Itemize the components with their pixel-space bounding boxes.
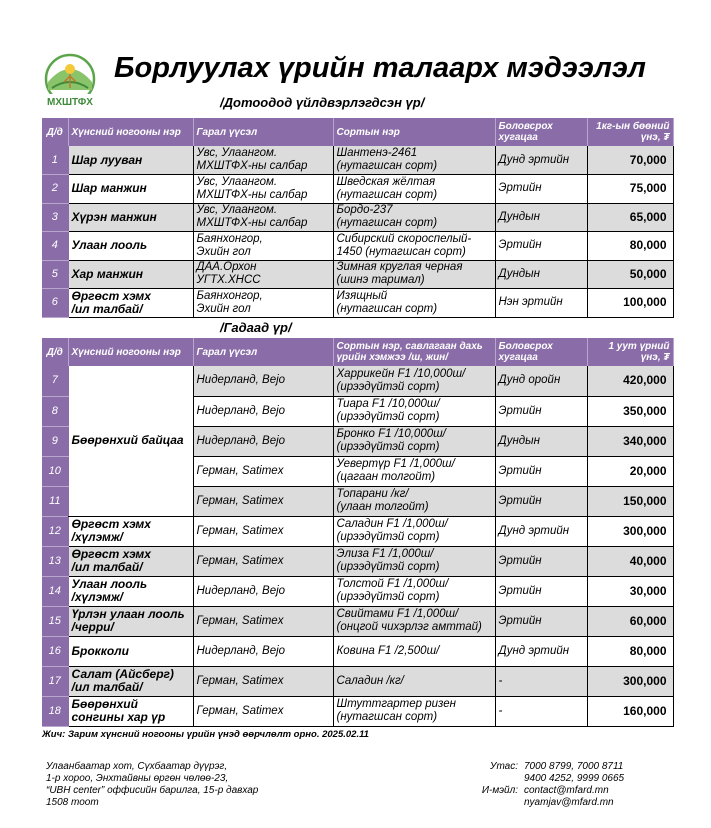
table-row	[42, 696, 673, 726]
row-number: 4	[42, 232, 68, 261]
origin-cell	[193, 260, 333, 289]
row-number: 16	[42, 636, 68, 666]
price-change-note: Жич: Зарим хүнсний ногооны үрийн үнэд өөрчлөлт орно. 2025.02.11	[42, 729, 369, 740]
origin-cell	[193, 289, 333, 318]
cell-line: Улаан лооль	[71, 577, 148, 591]
cell-line: Свийтами F1 /1,000ш/	[336, 608, 459, 620]
cell-line: Изящный	[336, 289, 388, 302]
table-row	[42, 289, 673, 318]
cell-line: МХШТФХ-ны салбар	[196, 160, 308, 172]
cell-line: Хар манжин	[71, 266, 144, 281]
vegetable-name	[68, 606, 193, 636]
price-cell: 80,000	[587, 232, 673, 261]
price-cell: 70,000	[587, 146, 673, 175]
organization-logo	[40, 52, 100, 114]
cell-line: Өргөст хэмх	[71, 288, 151, 303]
vegetable-name	[68, 696, 193, 726]
maturity-cell: Дунд эртийн	[495, 516, 587, 546]
phone-label: Утас:	[490, 761, 518, 772]
row-number: 3	[42, 203, 68, 232]
price-cell: 30,000	[587, 576, 673, 606]
address-line: 1508 тоот	[46, 797, 99, 808]
cell-line: Саладин /кг/	[336, 674, 404, 687]
table-row	[42, 175, 673, 204]
maturity-cell: Дундын	[495, 260, 587, 289]
maturity-cell: Эртийн	[495, 576, 587, 606]
origin-cell: Нидерланд, Bejo	[193, 426, 333, 456]
cell-line: Увс, Улаангом.	[196, 204, 278, 217]
price-cell: 160,000	[587, 696, 673, 726]
maturity-cell: -	[495, 696, 587, 726]
origin-cell: Герман, Satimex	[193, 516, 333, 546]
col-header-price: 1 уут үрний үнэ, ₮	[587, 338, 673, 366]
row-number: 14	[42, 576, 68, 606]
cell-line: Шведская жёлтая	[336, 175, 436, 188]
cell-line: Бордо-237	[336, 204, 393, 217]
price-cell: 100,000	[587, 289, 673, 318]
col-header-variety: Сортын нэр	[333, 118, 495, 146]
foreign-seed-table	[42, 338, 674, 727]
cell-line: (шинэ таримал)	[336, 274, 425, 287]
cell-line: УГТХ.ХНСС	[196, 274, 261, 287]
cell-line: (ирээдүйтэй сорт)	[336, 441, 440, 453]
variety-cell	[333, 636, 495, 666]
maturity-cell: Дундын	[495, 203, 587, 232]
table-row	[42, 666, 673, 696]
row-number: 7	[42, 366, 68, 396]
variety-cell	[333, 576, 495, 606]
row-number: 18	[42, 696, 68, 726]
vegetable-name	[68, 666, 193, 696]
cell-line: (улаан толгойт)	[336, 501, 429, 513]
page-title: Борлуулах үрийн талаарх мэдээлэл	[114, 52, 646, 84]
origin-cell	[193, 203, 333, 232]
variety-cell	[333, 666, 495, 696]
cell-line: Штуттгартер ризен	[336, 698, 456, 710]
variety-cell	[333, 426, 495, 456]
email-label: И-мэйл:	[481, 785, 518, 796]
cell-line: (цагаан толгойт)	[336, 471, 436, 483]
cell-line: (ирээдүйтэй сорт)	[336, 531, 440, 543]
table-row	[42, 516, 673, 546]
cell-line: Эхийн гол	[196, 245, 251, 258]
cell-line: /хүлэмж/	[71, 590, 124, 604]
col-header-price: 1кг-ын бөөний үнэ, ₮	[587, 118, 673, 146]
origin-cell	[193, 232, 333, 261]
origin-cell: Герман, Satimex	[193, 486, 333, 516]
table-row	[42, 366, 673, 396]
col-header-maturity: Боловсрох хугацаа	[495, 118, 587, 146]
vegetable-name	[68, 546, 193, 576]
origin-cell	[193, 175, 333, 204]
row-number: 9	[42, 426, 68, 456]
variety-cell	[333, 606, 495, 636]
col-header-vegetable: Хүнсний ногооны нэр	[68, 118, 193, 146]
table-row	[42, 576, 673, 606]
vegetable-name	[68, 203, 193, 232]
cell-line: Элиза F1 /1,000ш/	[336, 548, 434, 560]
maturity-cell: Дунд оройн	[495, 366, 587, 396]
cell-line: Увс, Улаангом.	[196, 147, 278, 159]
row-number: 12	[42, 516, 68, 546]
variety-cell	[333, 546, 495, 576]
foreign-heading: /Гадаад үр/	[220, 320, 292, 335]
cell-line: Брокколи	[71, 643, 129, 658]
table-row	[42, 260, 673, 289]
cell-line: Топарани /кг/	[336, 488, 409, 500]
address-line: Улаанбаатар хот, Сүхбаатар дүүрэг,	[46, 761, 228, 772]
cell-line: Салат (Айсберг)	[71, 667, 174, 681]
cell-line: (нутагшсан сорт)	[336, 302, 438, 315]
vegetable-name	[68, 516, 193, 546]
cell-line: Хүрэн манжин	[71, 209, 157, 224]
col-header-number: Д/д	[42, 338, 68, 366]
row-number: 2	[42, 175, 68, 204]
price-cell: 50,000	[587, 260, 673, 289]
address-line: “UBH center” оффисийн барилга, 15-р давхар	[46, 785, 259, 796]
email-link[interactable]: nyamjav@mfard.mn	[524, 797, 614, 808]
row-number: 10	[42, 456, 68, 486]
price-cell: 75,000	[587, 175, 673, 204]
origin-cell: Нидерланд, Bejo	[193, 396, 333, 426]
cell-line: Зимная круглая черная	[336, 261, 463, 274]
cell-line: ДАА.Орхон	[196, 261, 257, 274]
cell-line: (нутагшсан сорт)	[336, 160, 438, 172]
cell-line: (ирээдүйтэй сорт)	[336, 380, 440, 393]
address-block	[46, 761, 258, 809]
maturity-cell: Эртийн	[495, 486, 587, 516]
variety-cell	[333, 146, 495, 175]
cell-line: (ирээдүйтэй сорт)	[336, 411, 440, 423]
variety-cell	[333, 175, 495, 204]
origin-cell: Герман, Satimex	[193, 456, 333, 486]
maturity-cell: Эртийн	[495, 232, 587, 261]
variety-cell	[333, 260, 495, 289]
price-cell: 300,000	[587, 666, 673, 696]
cell-line: Шар лууван	[71, 152, 143, 167]
cell-line: (нутагшсан сорт)	[336, 711, 438, 723]
cell-line: МХШТФХ-ны салбар	[196, 217, 308, 230]
cell-line: (нутагшсан сорт)	[336, 217, 438, 230]
row-number: 17	[42, 666, 68, 696]
cell-line: Ковина F1 /2,500ш/	[336, 644, 440, 657]
vegetable-name: Бөөрөнхий байцаа	[68, 366, 193, 516]
col-header-vegetable: Хүнсний ногооны нэр	[68, 338, 193, 366]
origin-cell	[193, 146, 333, 175]
maturity-cell: Эртийн	[495, 456, 587, 486]
price-cell: 300,000	[587, 516, 673, 546]
price-cell: 340,000	[587, 426, 673, 456]
variety-cell	[333, 516, 495, 546]
cell-line: Толстой F1 /1,000ш/	[336, 578, 449, 590]
cell-line: (ирээдүйтэй сорт)	[336, 591, 440, 603]
cell-line: (онцгой чихэрлэг амттай)	[336, 621, 482, 633]
cell-line: Тиара F1 /10,000ш/	[336, 398, 440, 410]
address-line: 1-р хороо, Энхтайвны өргөн чөлөө-23,	[46, 773, 229, 784]
logo-text: МХШТФХ	[47, 97, 93, 108]
vegetable-name	[68, 260, 193, 289]
table-row	[42, 146, 673, 175]
cell-line: Уевертүр F1 /1,000ш/	[336, 458, 455, 470]
variety-cell	[333, 366, 495, 396]
cell-line: (ирээдүйтэй сорт)	[336, 561, 440, 573]
cell-line: /ил талбай/	[71, 560, 143, 574]
vegetable-name	[68, 636, 193, 666]
origin-cell: Герман, Satimex	[193, 606, 333, 636]
vegetable-name	[68, 175, 193, 204]
variety-cell	[333, 203, 495, 232]
origin-cell: Герман, Satimex	[193, 666, 333, 696]
cell-line: Бронко F1 /10,000ш/	[336, 428, 446, 440]
table-row	[42, 636, 673, 666]
vegetable-name	[68, 289, 193, 318]
phone-line: 7000 8799, 7000 8711	[524, 761, 624, 772]
table-row	[42, 232, 673, 261]
phone-numbers	[524, 761, 624, 785]
origin-cell: Нидерланд, Bejo	[193, 576, 333, 606]
domestic-heading: /Дотоодод үйлдвэрлэгдсэн үр/	[220, 95, 425, 110]
col-header-origin: Гарал үүсэл	[193, 118, 333, 146]
price-cell: 40,000	[587, 546, 673, 576]
cell-line: Шар манжин	[71, 181, 147, 196]
cell-line: Шантенэ-2461	[336, 147, 418, 159]
maturity-cell: Дунд эртийн	[495, 146, 587, 175]
row-number: 1	[42, 146, 68, 175]
maturity-cell: Эртийн	[495, 606, 587, 636]
price-cell: 60,000	[587, 606, 673, 636]
cell-line: Үрлэн улаан лооль	[71, 607, 185, 621]
cell-line: /ил талбай/	[71, 301, 143, 316]
variety-cell	[333, 486, 495, 516]
row-number: 6	[42, 289, 68, 318]
col-header-number: Д/д	[42, 118, 68, 146]
cell-line: /черри/	[71, 620, 114, 634]
cell-line: сонгины хар үр	[71, 710, 166, 724]
variety-cell	[333, 456, 495, 486]
cell-line: МХШТФХ-ны салбар	[196, 188, 308, 201]
table-row	[42, 546, 673, 576]
maturity-cell: Нэн эртийн	[495, 289, 587, 318]
origin-cell: Нидерланд, Bejo	[193, 636, 333, 666]
email-addresses	[524, 785, 614, 809]
price-cell: 350,000	[587, 396, 673, 426]
cell-line: Улаан лооль	[71, 238, 148, 253]
cell-line: Эхийн гол	[196, 302, 251, 315]
domestic-seed-table	[42, 118, 674, 318]
cell-line: Өргөст хэмх	[71, 547, 151, 561]
cell-line: Харрикейн F1 /10,000ш/	[336, 367, 466, 380]
variety-cell	[333, 696, 495, 726]
cell-line: Өргөст хэмх	[71, 517, 151, 531]
maturity-cell: Эртийн	[495, 175, 587, 204]
cell-line: (нутагшсан сорт)	[336, 188, 438, 201]
row-number: 15	[42, 606, 68, 636]
variety-cell	[333, 232, 495, 261]
cell-line: /хүлэмж/	[71, 530, 124, 544]
maturity-cell: Эртийн	[495, 546, 587, 576]
cell-line: Сибирский скороспелый-	[336, 232, 472, 245]
variety-cell	[333, 289, 495, 318]
cell-line: Увс, Улаангом.	[196, 175, 278, 188]
maturity-cell: Дундын	[495, 426, 587, 456]
cell-line: Баянхонгор,	[196, 289, 263, 302]
price-cell: 420,000	[587, 366, 673, 396]
row-number: 5	[42, 260, 68, 289]
phone-line: 9400 4252, 9999 0665	[524, 773, 625, 784]
vegetable-name	[68, 232, 193, 261]
row-number: 13	[42, 546, 68, 576]
price-cell: 65,000	[587, 203, 673, 232]
col-header-maturity: Боловсрох хугацаа	[495, 338, 587, 366]
email-link[interactable]: contact@mfard.mn	[524, 785, 609, 796]
cell-line: Бөөрөнхий	[71, 697, 138, 711]
price-cell: 150,000	[587, 486, 673, 516]
origin-cell: Герман, Satimex	[193, 546, 333, 576]
vegetable-name	[68, 576, 193, 606]
table-row	[42, 606, 673, 636]
vegetable-name	[68, 146, 193, 175]
price-cell: 80,000	[587, 636, 673, 666]
row-number: 8	[42, 396, 68, 426]
col-header-variety: Сортын нэр, савлагаан дахь үрийн хэмжээ /ш, жин/	[333, 338, 495, 366]
price-cell: 20,000	[587, 456, 673, 486]
origin-cell: Герман, Satimex	[193, 696, 333, 726]
maturity-cell: Эртийн	[495, 396, 587, 426]
cell-line: Саладин F1 /1,000ш/	[336, 518, 448, 530]
variety-cell	[333, 396, 495, 426]
maturity-cell: -	[495, 666, 587, 696]
table-row	[42, 203, 673, 232]
col-header-origin: Гарал үүсэл	[193, 338, 333, 366]
cell-line: /ил талбай/	[71, 680, 143, 694]
origin-cell: Нидерланд, Bejo	[193, 366, 333, 396]
maturity-cell: Дунд эртийн	[495, 636, 587, 666]
row-number: 11	[42, 486, 68, 516]
cell-line: 1450 (нутагшсан сорт)	[336, 245, 466, 258]
cell-line: Баянхонгор,	[196, 232, 263, 245]
